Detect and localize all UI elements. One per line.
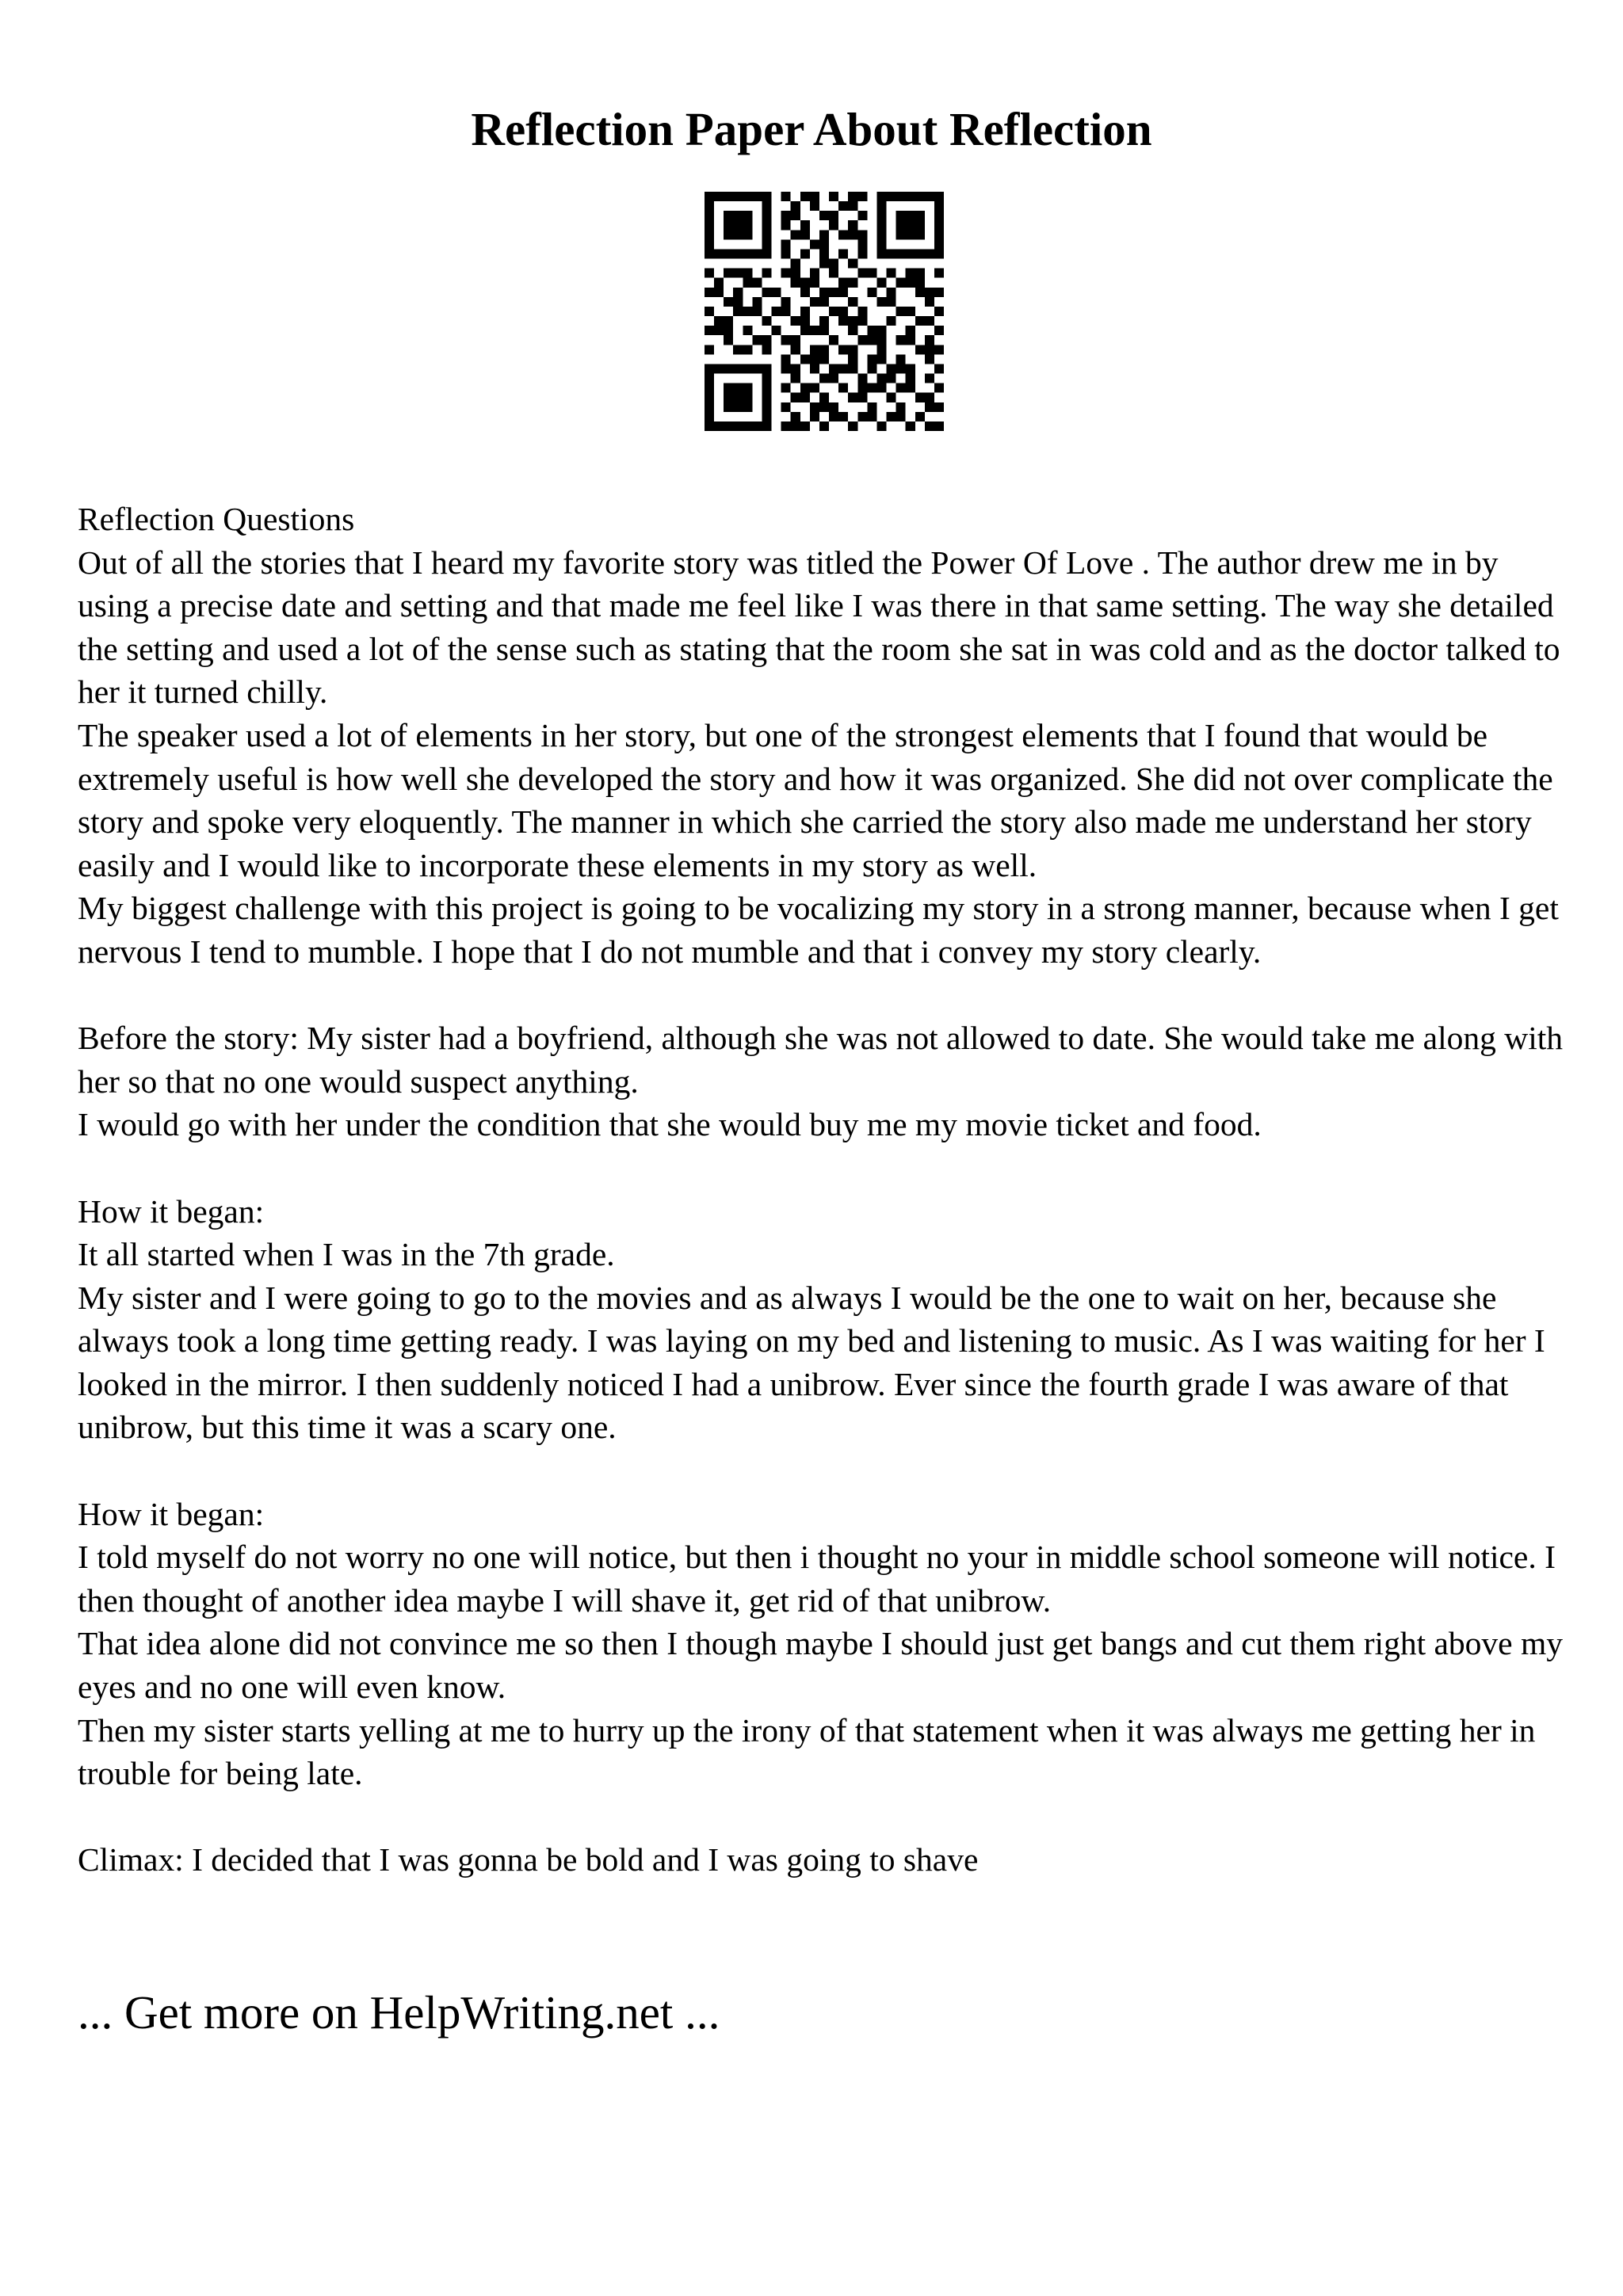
body-paragraph: I told myself do not worry no one will notice, but then i thought no your in middle school someone will notice. I then thought of another idea maybe I will shave it, get rid of that unibrow. [78,1539,1556,1619]
paragraph-spacer [78,974,1568,1017]
paragraph-spacer [78,1449,1568,1493]
qr-code-graphic [705,192,944,431]
body-paragraph: Then my sister starts yelling at me to hurry up the irony of that statement when it was always me getting her in trouble for being late. [78,1711,1536,1792]
body-paragraph: Before the story: My sister had a boyfriend, although she was not allowed to date. She would take me along with her so that no one would suspect anything. [78,1020,1564,1100]
body-paragraph: The speaker used a lot of elements in her story, but one of the strongest elements that I found that would be extremely useful is how well she developed the story and how it was organized. She did not over complicate the story and spoke very eloquently. The manner in which she carried the story also made me understand her story easily and I would like to incorporate these elements in my story as well. [78,716,1553,883]
paragraph-spacer [78,1146,1568,1190]
helpwriting-link[interactable]: ... Get more on HelpWriting.net ... [78,1986,720,2039]
section-heading: Reflection Questions [78,501,355,537]
qr-code-image [705,192,944,431]
body-paragraph: My sister and I were going to go to the movies and as always I would be the one to wait on her, because she always took a long time getting ready. I was laying on my bed and listening to music. As I was waiting for her I looked in the mirror. I then suddenly noticed I had a unibrow. Ever since the fourth grade I was aware of that unibrow, but this time it was a scary one. [78,1279,1545,1446]
body-paragraph: Out of all the stories that I heard my favorite story was titled the Power Of Love . The author drew me in by using a precise date and setting and that made me feel like I was there in that same setting. The way she detailed the setting and used a lot of the sense such as stating that the room she sat in was cold and as the doctor talked to her it turned chilly. [78,543,1560,711]
paragraph-spacer [78,1795,1568,1839]
body-paragraph: My biggest challenge with this project is going to be vocalizing my story in a strong manner, because when I get nervous I tend to mumble. I hope that I do not mumble and that i convey my story clearly. [78,890,1559,970]
body-paragraph: I would go with her under the condition that she would buy me my movie ticket and food. [78,1106,1262,1143]
page-title: Reflection Paper About Reflection [471,103,1152,155]
document-body [78,498,1568,1882]
body-paragraph: It all started when I was in the 7th grade. [78,1236,615,1273]
body-paragraph: Climax: I decided that I was gonna be bold and I was going to shave [78,1841,979,1878]
section-heading: How it began: [78,1192,265,1230]
section-heading: How it began: [78,1495,265,1532]
body-paragraph: That idea alone did not convince me so then I though maybe I should just get bangs and cut them right above my eyes and no one will even know. [78,1625,1563,1706]
